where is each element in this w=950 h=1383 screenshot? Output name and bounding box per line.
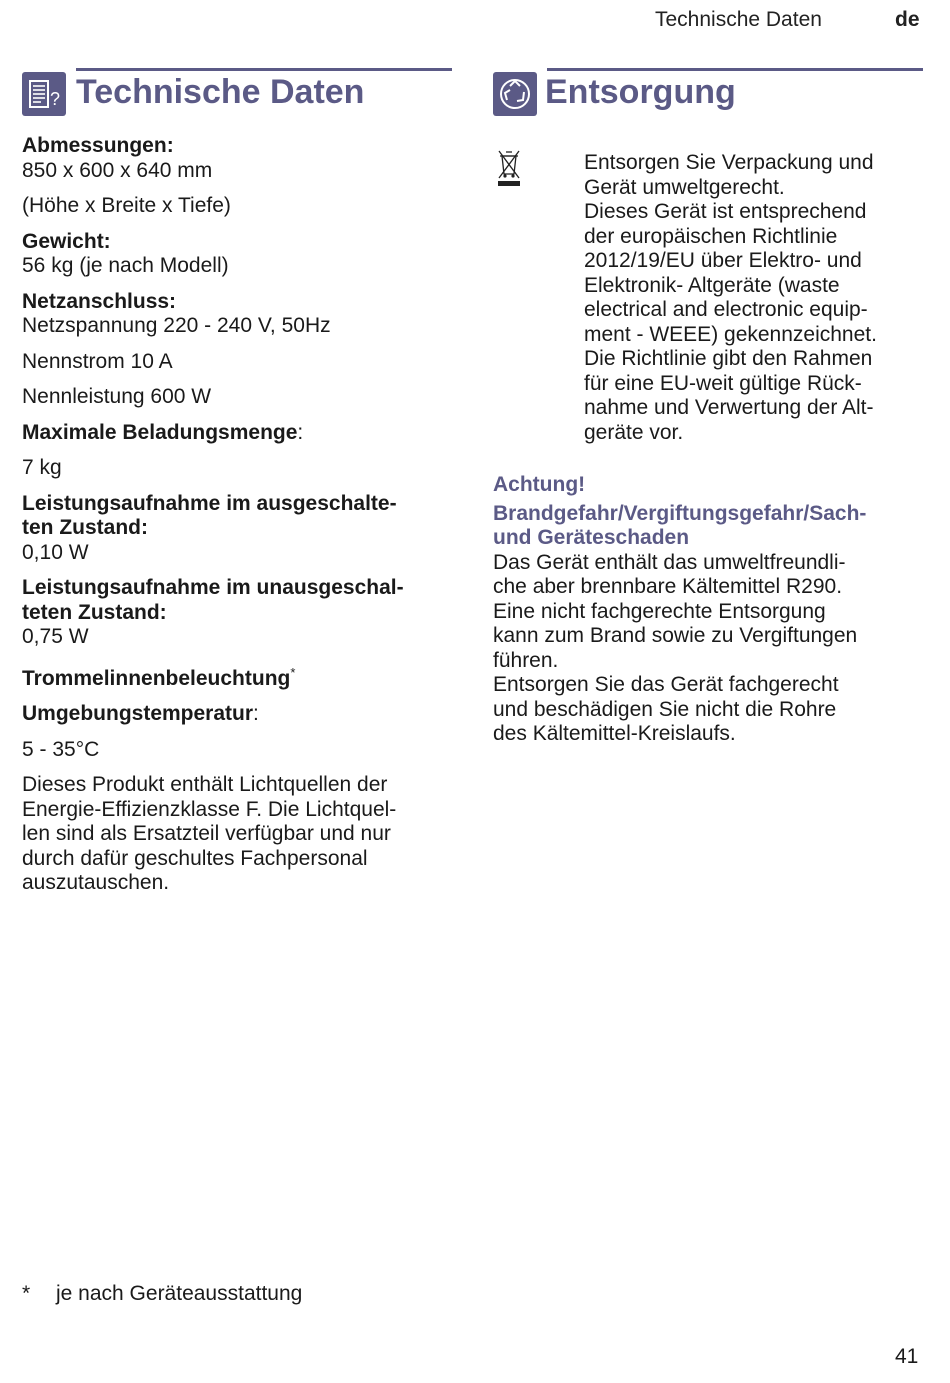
footnote-mark: * bbox=[22, 1282, 31, 1305]
light-source-paragraph bbox=[22, 773, 452, 896]
colon: : bbox=[297, 420, 304, 444]
paragraph-line: Entsorgen Sie das Gerät fachgerecht bbox=[493, 673, 839, 696]
crossed-out-bin-icon bbox=[495, 148, 523, 188]
dimensions-note: (Höhe x Breite x Tiefe) bbox=[22, 194, 231, 217]
section-heading-technical-data bbox=[22, 68, 452, 118]
paragraph-line: ment - WEEE) gekennzeichnet. bbox=[584, 322, 877, 346]
paragraph-line: Die Richtlinie gibt den Rahmen bbox=[584, 347, 873, 370]
paragraph-line: Dieses Produkt enthält Lichtquellen der bbox=[22, 773, 388, 796]
ambient-temp-label: Umgebungstemperatur bbox=[22, 702, 254, 725]
paragraph-line: Das Gerät enthält das umweltfreundli- bbox=[493, 550, 846, 574]
footnote bbox=[22, 1282, 302, 1306]
paragraph-line: Eine nicht fachgerechte Entsorgung bbox=[493, 599, 826, 623]
technical-data-body bbox=[22, 134, 452, 896]
paragraph-line: für eine EU-weit gültige Rück- bbox=[584, 371, 862, 395]
off-mode-label-line-2: ten Zustand: bbox=[22, 516, 148, 539]
section-heading-disposal bbox=[493, 68, 923, 118]
paragraph-line: Gerät umweltgerecht. bbox=[584, 175, 785, 199]
max-load-value: 7 kg bbox=[22, 456, 62, 479]
rated-current: Nennstrom 10 A bbox=[22, 349, 173, 373]
left-on-mode-value: 0,75 W bbox=[22, 625, 89, 648]
warning-block bbox=[493, 473, 923, 747]
paragraph-line: der europäischen Richtlinie bbox=[584, 224, 838, 248]
page-number: 41 bbox=[895, 1345, 919, 1368]
rated-power: Nennleistung 600 W bbox=[22, 385, 212, 408]
max-load-label: Maximale Beladungsmenge bbox=[22, 420, 298, 444]
left-on-mode-label-line-1: Leistungsaufnahme im unausgeschal- bbox=[22, 576, 404, 599]
recycling-icon bbox=[493, 72, 537, 116]
off-mode-value: 0,10 W bbox=[22, 540, 89, 564]
section-title: Entsorgung bbox=[545, 73, 736, 111]
paragraph-line: Energie-Effizienzklasse F. Die Lichtquel- bbox=[22, 797, 397, 821]
paragraph-line: auszutauschen. bbox=[22, 871, 170, 894]
svg-text:?: ? bbox=[50, 89, 61, 109]
disposal-body bbox=[584, 151, 924, 445]
paragraph-line: 2012/19/EU über Elektro- und bbox=[584, 249, 862, 272]
paragraph-line: und beschädigen Sie nicht die Rohre bbox=[493, 697, 837, 721]
ambient-temp-line bbox=[22, 702, 452, 727]
drum-light-line bbox=[22, 661, 452, 692]
power-connection-value: Netzspannung 220 - 240 V, 50Hz bbox=[22, 314, 331, 337]
paragraph-line: Dieses Gerät ist entsprechend bbox=[584, 200, 867, 223]
power-connection-label: Netzanschluss: bbox=[22, 289, 177, 313]
heading-rule bbox=[547, 68, 923, 71]
paragraph-line: nahme und Verwertung der Alt- bbox=[584, 396, 874, 419]
warning-subtitle-line-2: und Geräteschaden bbox=[493, 526, 690, 549]
weight-label: Gewicht: bbox=[22, 229, 111, 253]
ambient-temp-value: 5 - 35°C bbox=[22, 737, 100, 761]
colon: : bbox=[253, 702, 259, 725]
paragraph-line: Entsorgen Sie Verpackung und bbox=[584, 151, 874, 174]
weight-value: 56 kg (je nach Modell) bbox=[22, 254, 229, 277]
off-mode-label-line-1: Leistungsaufnahme im ausgeschalte- bbox=[22, 491, 397, 515]
left-on-mode-label-line-2: teten Zustand: bbox=[22, 600, 167, 624]
paragraph-line: kann zum Brand sowie zu Vergiftungen bbox=[493, 624, 858, 647]
paragraph-line: des Kältemittel-Kreislaufs. bbox=[493, 722, 736, 745]
paragraph-line: durch dafür geschultes Fachpersonal bbox=[22, 846, 368, 870]
dimensions-label: Abmessungen: bbox=[22, 134, 174, 157]
footnote-text: je nach Geräteausstattung bbox=[56, 1282, 303, 1305]
technical-data-icon bbox=[22, 72, 66, 116]
dimensions-value: 850 x 600 x 640 mm bbox=[22, 158, 213, 182]
drum-light-label: Trommelinnenbeleuchtung bbox=[22, 666, 291, 690]
paragraph-line: geräte vor. bbox=[584, 420, 684, 444]
warning-subtitle-line-1: Brandgefahr/Vergiftungsgefahr/Sach- bbox=[493, 501, 867, 525]
footnote-marker: * bbox=[290, 664, 296, 680]
paragraph-line: electrical and electronic equip- bbox=[584, 298, 868, 321]
running-header-title: Technische Daten bbox=[655, 8, 822, 31]
heading-rule bbox=[76, 68, 452, 71]
paragraph-line: che aber brennbare Kältemittel R290. bbox=[493, 575, 843, 598]
paragraph-line: Elektronik- Altgeräte (waste bbox=[584, 273, 840, 297]
paragraph-line: führen. bbox=[493, 648, 559, 672]
max-load-line bbox=[22, 421, 452, 446]
warning-title: Achtung! bbox=[493, 473, 586, 496]
section-title: Technische Daten bbox=[76, 73, 365, 111]
language-code: de bbox=[895, 8, 920, 31]
paragraph-line: len sind als Ersatzteil verfügbar und nur bbox=[22, 822, 391, 845]
